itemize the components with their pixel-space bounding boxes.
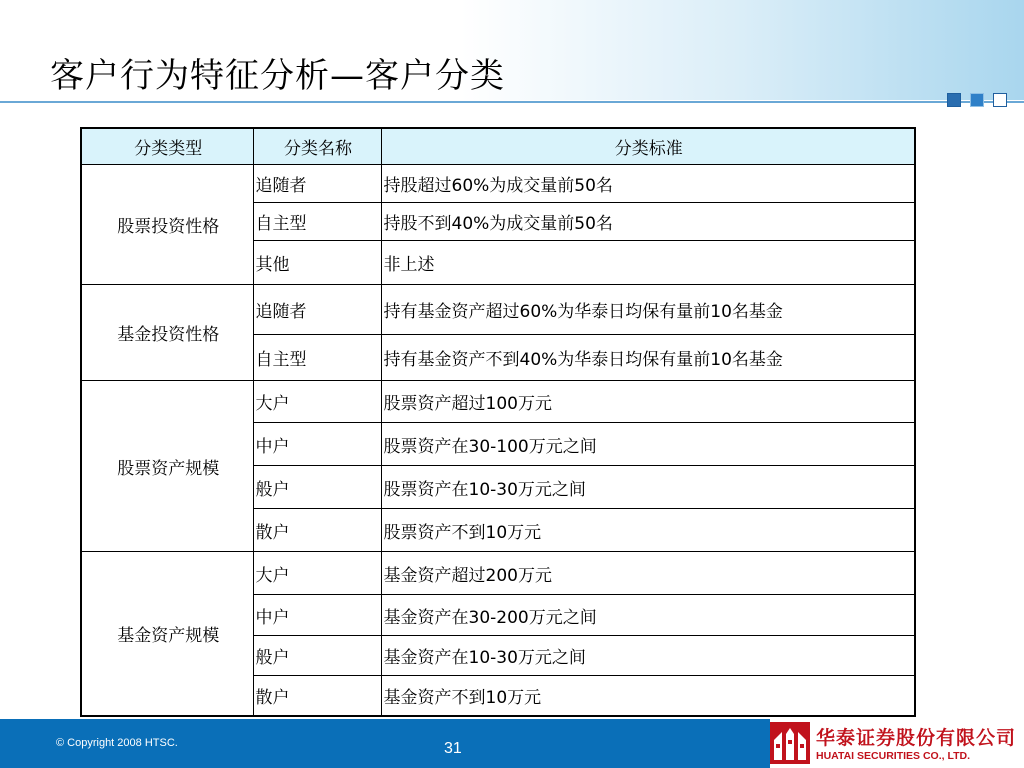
header-category-type: 分类类型 xyxy=(81,128,253,165)
square-icon xyxy=(993,93,1007,107)
group-type-cell: 基金投资性格 xyxy=(81,285,253,381)
square-icon xyxy=(947,93,961,107)
name-cell: 大户 xyxy=(253,552,381,595)
criteria-cell: 股票资产在10-30万元之间 xyxy=(381,466,915,509)
table-header-row xyxy=(81,128,915,165)
criteria-cell: 基金资产在30-200万元之间 xyxy=(381,595,915,636)
name-cell: 散户 xyxy=(253,509,381,552)
name-cell: 般户 xyxy=(253,466,381,509)
criteria-cell: 基金资产超过200万元 xyxy=(381,552,915,595)
square-icon xyxy=(970,93,984,107)
criteria-cell: 股票资产不到10万元 xyxy=(381,509,915,552)
classification-table xyxy=(80,127,916,717)
criteria-cell: 非上述 xyxy=(381,241,915,285)
name-cell: 中户 xyxy=(253,423,381,466)
table-row xyxy=(81,165,915,203)
table-row xyxy=(81,552,915,595)
criteria-cell: 持股不到40%为成交量前50名 xyxy=(381,203,915,241)
slide-title: 客户行为特征分析—客户分类 xyxy=(50,56,505,96)
page-number: 31 xyxy=(444,740,462,757)
name-cell: 其他 xyxy=(253,241,381,285)
name-cell: 自主型 xyxy=(253,335,381,381)
table-row xyxy=(81,381,915,423)
criteria-cell: 股票资产在30-100万元之间 xyxy=(381,423,915,466)
criteria-cell: 持有基金资产不到40%为华泰日均保有量前10名基金 xyxy=(381,335,915,381)
huatai-logo-icon xyxy=(770,722,810,764)
name-cell: 中户 xyxy=(253,595,381,636)
criteria-cell: 基金资产不到10万元 xyxy=(381,676,915,716)
logo-chinese-name: 华泰证券股份有限公司 xyxy=(816,727,1017,749)
group-type-cell: 股票资产规模 xyxy=(81,381,253,552)
copyright-text: © Copyright 2008 HTSC. xyxy=(56,737,178,749)
criteria-cell: 持股超过60%为成交量前50名 xyxy=(381,165,915,203)
header-category-name: 分类名称 xyxy=(253,128,381,165)
name-cell: 追随者 xyxy=(253,285,381,335)
header-category-criteria: 分类标准 xyxy=(381,128,915,165)
name-cell: 追随者 xyxy=(253,165,381,203)
group-type-cell: 基金资产规模 xyxy=(81,552,253,716)
criteria-cell: 基金资产在10-30万元之间 xyxy=(381,636,915,676)
criteria-cell: 股票资产超过100万元 xyxy=(381,381,915,423)
company-logo xyxy=(770,719,1024,768)
name-cell: 散户 xyxy=(253,676,381,716)
logo-english-name: HUATAI SECURITIES CO., LTD. xyxy=(816,750,970,762)
group-type-cell: 股票投资性格 xyxy=(81,165,253,285)
name-cell: 般户 xyxy=(253,636,381,676)
name-cell: 大户 xyxy=(253,381,381,423)
name-cell: 自主型 xyxy=(253,203,381,241)
title-divider xyxy=(0,101,1024,103)
table-row xyxy=(81,285,915,335)
criteria-cell: 持有基金资产超过60%为华泰日均保有量前10名基金 xyxy=(381,285,915,335)
